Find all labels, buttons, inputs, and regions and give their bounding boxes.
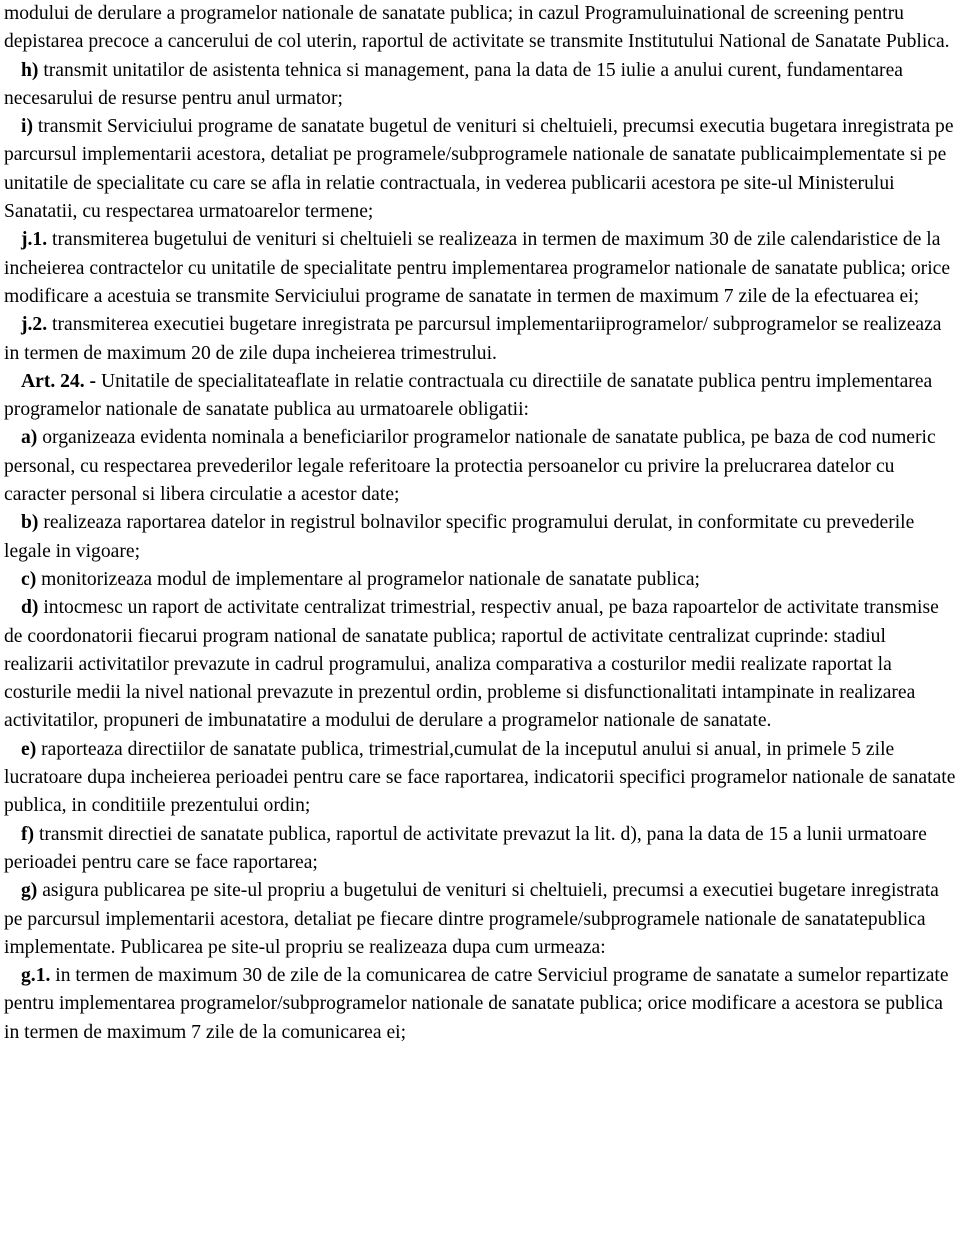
paragraph-marker: b): [21, 512, 39, 534]
paragraph-text: organizeaza evidenta nominala a beneficiarilor programelor nationale de sanatate publica, pe baza de cod numeric personal, cu respectarea prevederilor legale referitoare la protectia persoanelor cu privire la prelucrarea datelor cu caracter personal si libera circulatie a acestor date;: [4, 427, 936, 506]
paragraph-marker: a): [21, 427, 38, 449]
article-24: [4, 368, 956, 425]
paragraph-marker: i): [21, 116, 33, 138]
paragraph-text: transmit unitatilor de asistenta tehnica si management, pana la data de 15 iulie a anului curent, fundamentarea necesarului de resurse pentru anul urmator;: [4, 59, 903, 109]
paragraph-h: [4, 57, 956, 114]
paragraph-marker: e): [21, 738, 37, 760]
paragraph-text: transmiterea executiei bugetare inregistrata pe parcursul implementariiprogramelor/ subprogramelor se realizeaza in termen de maximum 20 de zile dupa incheierea trimestrului.: [4, 314, 942, 364]
paragraph-j2: [4, 311, 956, 368]
paragraph-marker: c): [21, 568, 37, 590]
paragraph-f: [4, 821, 956, 878]
paragraph-text: asigura publicarea pe site-ul propriu a bugetului de venituri si cheltuieli, precumsi a executiei bugetare inregistrata pe parcursul implementarii acestora, detaliat pe fiecare dintre programele/subprogramele nationale de sanatatepublica implementate. Publicarea pe site-ul propriu se realizeaza dupa cum urmeaza:: [4, 880, 939, 958]
paragraph-marker: j.2.: [21, 314, 48, 336]
article-heading: Art. 24. -: [21, 370, 97, 392]
paragraph-text: Unitatile de specialitateaflate in relatie contractuala cu directiile de sanatate publica pentru implementarea programelor nationale de sanatate publica au urmatoarele obligatii:: [4, 370, 933, 421]
paragraph-marker: h): [21, 59, 39, 81]
paragraph-text: raporteaza directiilor de sanatate publica, trimestrial,cumulat de la inceputul anului si anual, in primele 5 zile lucratoare dupa incheierea perioadei pentru care se face raportarea, indicatorii specifici programelor nationale de sanatate publica, in conditiile prezentului ordin;: [4, 738, 956, 817]
paragraph-continuation: [4, 0, 956, 57]
paragraph-marker: g): [21, 880, 38, 902]
paragraph-d: [4, 594, 956, 735]
paragraph-marker: d): [21, 597, 39, 619]
paragraph-marker: f): [21, 823, 35, 845]
paragraph-text: transmit directiei de sanatate publica, raportul de activitate prevazut la lit. d), pana la data de 15 a lunii urmatoare perioadei pentru care se face raportarea;: [4, 823, 927, 873]
paragraph-i: [4, 113, 956, 226]
paragraph-marker: j.1.: [21, 229, 48, 251]
paragraph-c: [4, 566, 956, 594]
paragraph-b: [4, 509, 956, 566]
paragraph-j1: [4, 226, 956, 311]
paragraph-text: realizeaza raportarea datelor in registrul bolnavilor specific programului derulat, in conformitate cu prevederile legale in vigoare;: [4, 512, 915, 562]
paragraph-e: [4, 736, 956, 821]
paragraph-a: [4, 424, 956, 509]
paragraph-g1: [4, 962, 956, 1047]
paragraph-g: [4, 877, 956, 962]
paragraph-text: intocmesc un raport de activitate centralizat trimestrial, respectiv anual, pe baza rapoartelor de activitate transmise de coordonatorii fiecarui program national de sanatate publica; raportul de activitate centralizat cuprinde: stadiul realizarii activitatilor prevazute in cadrul programului, analiza comparativa a costurilor medii realizate raportat la costurile medii la nivel national prevazute in prezentul ordin, probleme si disfunctionalitati intampinate in realizarea activitatilor, propuneri de imbunatatire a modului de derulare a programelor nationale de sanatate.: [4, 597, 939, 732]
paragraph-text: in termen de maximum 30 de zile de la comunicarea de catre Serviciul programe de sanatate a sumelor repartizate pentru implementarea programelor/subprogramelor nationale de sanatate publica; orice modificare a acestora se publica in termen de maximum 7 zile de la comunicarea ei;: [4, 965, 949, 1043]
paragraph-text: monitorizeaza modul de implementare al programelor nationale de sanatate publica;: [36, 568, 700, 590]
paragraph-marker: g.1.: [21, 965, 51, 987]
paragraph-text: modului de derulare a programelor nationale de sanatate publica; in cazul Programuluinational de screening pentru depistarea precoce a cancerului de col uterin, raportul de activitate se transmite Institutului National de Sanatate Publica.: [4, 3, 950, 53]
paragraph-text: transmit Serviciului programe de sanatate bugetul de venituri si cheltuieli, precumsi executia bugetara inregistrata pe parcursul implementarii acestora, detaliat pe programele/subprogramele nationale de sanatate publicaimplementate si pe unitatile de specialitate cu care se afla in relatie contractuala, in vederea publicarii acestora pe site-ul Ministerului Sanatatii, cu respectarea urmatoarelor termene;: [4, 116, 954, 223]
paragraph-text: transmiterea bugetului de venituri si cheltuieli se realizeaza in termen de maximum 30 de zile calendaristice de la incheierea contractelor cu unitatile de specialitate pentru implementarea programelor nationale de sanatate publica; orice modificare a acestuia se transmite Serviciului programe de sanatate in termen de maximum 7 zile de la efectuarea ei;: [4, 229, 951, 307]
